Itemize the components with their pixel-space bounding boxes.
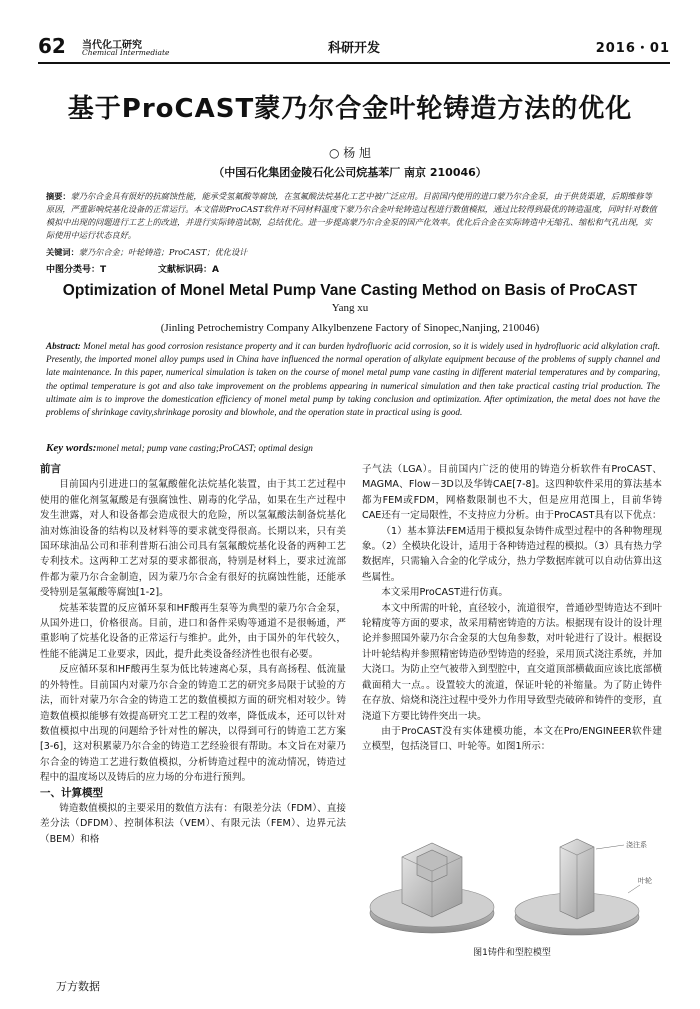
author-en: Yang xu: [331, 302, 369, 314]
section-heading-model: 一、计算模型: [40, 786, 103, 799]
casting-model-illustration: [362, 835, 662, 940]
classification-number: 中图分类号：T: [46, 265, 107, 275]
document-code: 文献标识码：A: [158, 265, 219, 275]
journal-name-en: Chemical Intermediate: [82, 48, 170, 57]
paper-title-en: Optimization of Monel Metal Pump Vane Casting Method on Basis of ProCAST: [62, 282, 638, 299]
abstract-en-text: Monel metal has good corrosion resistance property and it can burden hydrofluoric acid corrosion, so it is widely used in hydrofluoric acid alkylation craft. Presently, the imported monel alloy pumps used in China have influenced the normal operation of alkylate equipment because of the problems of supply channel and late maintenance. In this paper, numerical simulation is taken on the course of monel metal pump vane casting in different material temperatures and by comparing, the optimal temperature is got and also take improvement on the problems appearing in numerical simulation and then take practical casting trial production. The ultimate aim is to improve the domestication efficiency of monel metal pump by taking conclusion and optimization. After optimization, the metal does not have the problems of shrinkage cavity,shrinkage porosity and blowhole, and the operation state in practical using is good.: [46, 341, 661, 418]
paragraph: 本文采用ProCAST进行仿真。: [381, 587, 508, 599]
body-left-column: [40, 462, 346, 847]
abstract-en-label: Abstract:: [46, 341, 81, 351]
affiliation-cn: （中国石化集团金陵石化公司烷基苯厂 南京 210046）: [213, 166, 487, 179]
paragraph: 烷基苯装置的反应循环泵和HF酸再生泵等为典型的蒙乃尔合金泵，从国外进口，价格很高。目前，进口和备件采购等通道不是很畅通，严重影响了烷基化设备的正常运行与维护。此外，由于国外的年代较久，性能不能满足工业要求，因此，提升此类设备经济性也很有必要。: [40, 602, 346, 660]
figure-caption: 图1铸件和型腔模型: [473, 948, 551, 958]
keywords-en-text: monel metal; pump vane casting;ProCAST; optimal design: [96, 443, 313, 453]
label-impeller: 叶轮: [638, 877, 652, 885]
paragraph: 反应循环泵和HF酸再生泵为低比转速离心泵，具有高扬程、低流量的外特性。目前国内对蒙乃尔合金的铸造工艺的研究多局限于试验的方法，而针对蒙乃尔合金的铸造工艺的数值模拟方面的研究相对较少。铸造数值模拟能够有效提高研究工艺工程的效率，降低成本，还可以针对数值模拟中出现的问题给予针对性的解决，以得到可行的铸造工艺方案[3-6]，这对积累蒙乃尔合金的铸造工艺经验很有帮助。本文旨在对蒙乃尔合金的铸造工艺进行数值模拟，分析铸造过程中的流动情况，铸造过程中的温度场以及铸后的应力场的分布进行预判。: [40, 664, 346, 784]
abstract-en: [46, 340, 660, 419]
label-pouring-system: 浇注系: [626, 841, 647, 849]
abstract-cn: [46, 190, 660, 242]
footer-watermark: 万方数据: [56, 980, 100, 993]
author-cn: ○ 杨 旭: [328, 146, 372, 160]
keywords-cn-label: 关键词：: [46, 247, 79, 257]
abstract-cn-text: 蒙乃尔合金具有很好的抗腐蚀性能，能承受氢氟酸等腐蚀，在氢氟酸法烷基化工艺中被广泛应用。目前国内使用的进口蒙乃尔合金泵，由于供货渠道，后期维修等原因，严重影响烷基化设备的正常运行。本文借助ProCAST软件对不同材料温度下蒙乃尔合金叶轮铸造过程进行数值模拟，通过比较得到最优的铸造温度，同时针对数值模拟中出现的问题进行工艺上的改进，并进行实际铸造试制，总结优化。进一步提高蒙乃尔合金泵的国产化效率。优化后合金在实际铸造中无缩孔、缩松和气孔出现，实际使用中运行状态良好。: [46, 191, 657, 240]
paragraph: 目前国内引进进口的氢氟酸催化法烷基化装置，由于其工艺过程中使用的催化剂氢氟酸是有强腐蚀性、剧毒的化学品，如果在生产过程中发生泄露，对人和设备都会造成很大的危险，所以氢氟酸法制备烷基化油对炼油设备的结构以及材料等的要求就变得很高。长期以来，只有美国环球油品公司和菲利普斯石油公司具有氢氟酸烷基化设备的两种工艺专利技术。这两种工艺对泵的要求都很高，特别是材料上，要求过流部件都为蒙乃尔合金制造，因为蒙乃尔合金有很好的抗腐蚀性能，还能承受特别是氢氟酸等腐蚀[1-2]。: [40, 479, 346, 599]
keywords-en: [46, 442, 660, 454]
abstract-cn-label: 摘要：: [46, 191, 71, 201]
casting-model-right: [515, 839, 640, 935]
issue-number: 2016・01: [595, 41, 670, 56]
keywords-cn: [46, 247, 660, 258]
keywords-cn-text: 蒙乃尔合金；叶轮铸造；ProCAST；优化设计: [78, 247, 248, 257]
paragraph: 铸造数值模拟的主要采用的数值方法有：有限差分法（FDM）、直接差分法（DFDM）、控制体积法（VEM）、有限元法（FEM）、边界元法（BEM）和格: [40, 802, 346, 845]
section-heading-preface: 前言: [40, 463, 61, 475]
paragraph: 由于ProCAST没有实体建模功能，本文在Pro/ENGINEER软件建立模型，包括浇冒口、叶轮等。如图1所示：: [362, 725, 662, 753]
paper-title-cn: 基于ProCAST蒙乃尔合金叶轮铸造方法的优化: [67, 94, 633, 124]
paragraph: 本文中所需的叶轮，直径较小，流道很窄，普通砂型铸造达不到叶轮精度等方面的要求，故采用精密铸造的方法。根据现有设计的设计理论并参照国外蒙乃尔合金泵的大包角参数，对叶轮进行了设计。根据设计叶轮结构并参照精密铸造砂型铸造的经验，采用顶式浇注系统，并加大浇口。为防止空气被带入到型腔中，直交道顶部横截面应该比底部横截面稍大一点。。设置较大的流道，保证叶轮的补缩量。为了防止铸件在存放、焙烧和浇注过程中受外力作用导致型壳破碎和铸件的变形，直浇道下方要比铸件突出一块。: [362, 602, 662, 722]
keywords-en-label: Key words:: [46, 442, 97, 454]
journal-name-cn: 当代化工研究: [82, 40, 142, 51]
running-header: [38, 34, 670, 60]
column-name: 科研开发: [328, 41, 381, 56]
body-right-column: [362, 462, 662, 755]
affiliation-en: (Jinling Petrochemistry Company Alkylbenzene Factory of Sinopec,Nanjing, 210046): [160, 322, 540, 334]
figure-1: [362, 835, 662, 940]
casting-model-left: [370, 843, 494, 933]
header-divider: [38, 62, 670, 64]
paragraph: （1）基本算法FEM适用于模拟复杂铸件成型过程中的各种物理现象。（2）全模块化设计，适用于各种铸造过程的模拟。（3）具有热力学数据库，只需输入合金的化学成分，热力学数据库就可以自动估算出这些属性。: [362, 525, 663, 583]
paragraph: 子气法（LGA）。目前国内广泛的使用的铸造分析软件有ProCAST、MAGMA、Flow－3D以及华铸CAE[7-8]。这四种软件采用的算法基本都为FEM或FDM，网格数限制也不大，但是应用范围上，目前华铸CAE还有一定局限性，不支持应力分析。由于ProCAST具有以下优点：: [362, 464, 662, 522]
page-number: 62: [38, 34, 66, 58]
